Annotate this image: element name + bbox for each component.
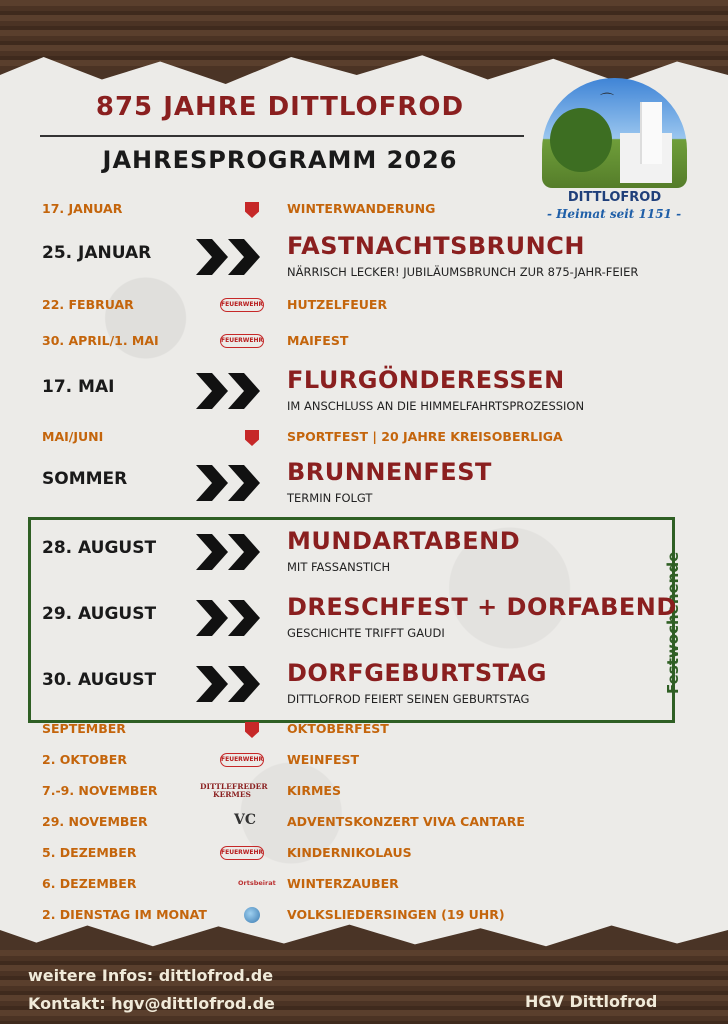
event-date: SOMMER: [42, 469, 128, 489]
event-description: NÄRRISCH LECKER! JUBILÄUMSBRUNCH ZUR 875-JAHR-FEIER: [287, 265, 639, 279]
double-chevron-icon: [194, 664, 264, 704]
event-name: VOLKSLIEDERSINGEN (19 UHR): [287, 907, 505, 922]
event-row: [0, 458, 728, 505]
event-description: TERMIN FOLGT: [287, 491, 373, 505]
event-row: [0, 845, 728, 860]
title-divider: [40, 135, 524, 137]
event-row: [0, 721, 728, 736]
event-date: 5. DEZEMBER: [42, 845, 137, 860]
event-date: 2. DIENSTAG IM MONAT: [42, 907, 207, 922]
event-name: BRUNNENFEST: [287, 458, 492, 486]
event-name: KINDERNIKOLAUS: [287, 845, 412, 860]
double-chevron-icon: [194, 237, 264, 277]
ortsbeirat-logo-icon: Ortsbeirat: [238, 879, 276, 887]
event-name: FLURGÖNDERESSEN: [287, 366, 565, 394]
event-row: [0, 659, 728, 706]
event-name: WINTERZAUBER: [287, 876, 399, 891]
event-date: MAI/JUNI: [42, 429, 104, 444]
kermes-logo-icon: DITTLEFREDER KERMES: [200, 782, 268, 799]
event-date: 6. DEZEMBER: [42, 876, 137, 891]
bird-icon: ⌒: [600, 93, 614, 109]
event-date: 30. AUGUST: [42, 670, 157, 690]
event-row: [0, 429, 728, 444]
event-name: ADVENTSKONZERT VIVA CANTARE: [287, 814, 525, 829]
event-date: 30. APRIL/1. MAI: [42, 333, 159, 348]
event-row: [0, 782, 728, 799]
viva-cantare-logo-icon: VC: [234, 812, 257, 828]
event-date: 17. JANUAR: [42, 201, 123, 216]
event-row: [0, 232, 728, 279]
event-name: HUTZELFEUER: [287, 297, 388, 312]
globe-logo-icon: [244, 907, 260, 923]
page-subtitle: JAHRESPROGRAMM 2026: [102, 146, 458, 174]
page-title: 875 JAHRE DITTLOFROD: [95, 92, 465, 122]
double-chevron-icon: [194, 463, 264, 503]
logo-tagline: - Heimat seit 1151 -: [546, 207, 682, 221]
church-tower-shape: [640, 102, 662, 164]
double-chevron-icon: [194, 532, 264, 572]
event-name: DRESCHFEST + DORFABEND: [287, 593, 677, 621]
feuerwehr-logo-icon: FEUERWEHR: [220, 846, 264, 860]
event-name: WINTERWANDERUNG: [287, 201, 436, 216]
event-name: SPORTFEST | 20 JAHRE KREISOBERLIGA: [287, 429, 563, 444]
event-description: MIT FASSANSTICH: [287, 560, 391, 574]
footer-contact-link[interactable]: Kontakt: hgv@dittlofrod.de: [28, 994, 275, 1013]
event-date: 29. AUGUST: [42, 604, 157, 624]
footer-org: HGV Dittlofrod: [525, 992, 658, 1011]
event-name: KIRMES: [287, 783, 341, 798]
event-description: IM ANSCHLUSS AN DIE HIMMELFAHRTSPROZESSION: [287, 399, 585, 413]
event-date: 7.-9. NOVEMBER: [42, 783, 158, 798]
event-name: MAIFEST: [287, 333, 349, 348]
festwochenende-label: Festwochenende: [664, 551, 682, 694]
event-date: 17. MAI: [42, 377, 115, 397]
event-date: 22. FEBRUAR: [42, 297, 134, 312]
event-row: [0, 907, 728, 922]
event-row: [0, 812, 728, 829]
double-chevron-icon: [194, 598, 264, 638]
footer-info-link[interactable]: weitere Infos: dittlofrod.de: [28, 966, 274, 985]
feuerwehr-logo-icon: FEUERWEHR: [220, 753, 264, 767]
event-description: GESCHICHTE TRIFFT GAUDI: [287, 626, 445, 640]
event-name: DORFGEBURTSTAG: [287, 659, 547, 687]
event-row: [0, 366, 728, 413]
tree-shape: [550, 108, 612, 172]
event-date: 25. JANUAR: [42, 243, 152, 263]
event-name: OKTOBERFEST: [287, 721, 389, 736]
event-date: 29. NOVEMBER: [42, 814, 148, 829]
event-name: WEINFEST: [287, 752, 360, 767]
feuerwehr-logo-icon: FEUERWEHR: [220, 298, 264, 312]
event-row: [0, 527, 728, 574]
event-row: [0, 297, 728, 312]
event-row: [0, 333, 728, 348]
event-date: 2. OKTOBER: [42, 752, 127, 767]
event-description: DITTLOFROD FEIERT SEINEN GEBURTSTAG: [287, 692, 530, 706]
feuerwehr-logo-icon: FEUERWEHR: [220, 334, 264, 348]
event-date: SEPTEMBER: [42, 721, 126, 736]
event-name: MUNDARTABEND: [287, 527, 521, 555]
logo-name: DITTLOFROD: [567, 190, 662, 205]
event-name: FASTNACHTSBRUNCH: [287, 232, 585, 260]
event-row: [0, 752, 728, 767]
event-row: [0, 876, 728, 891]
event-row: [0, 593, 728, 640]
wood-background-top: [0, 0, 728, 70]
double-chevron-icon: [194, 371, 264, 411]
event-date: 28. AUGUST: [42, 538, 157, 558]
